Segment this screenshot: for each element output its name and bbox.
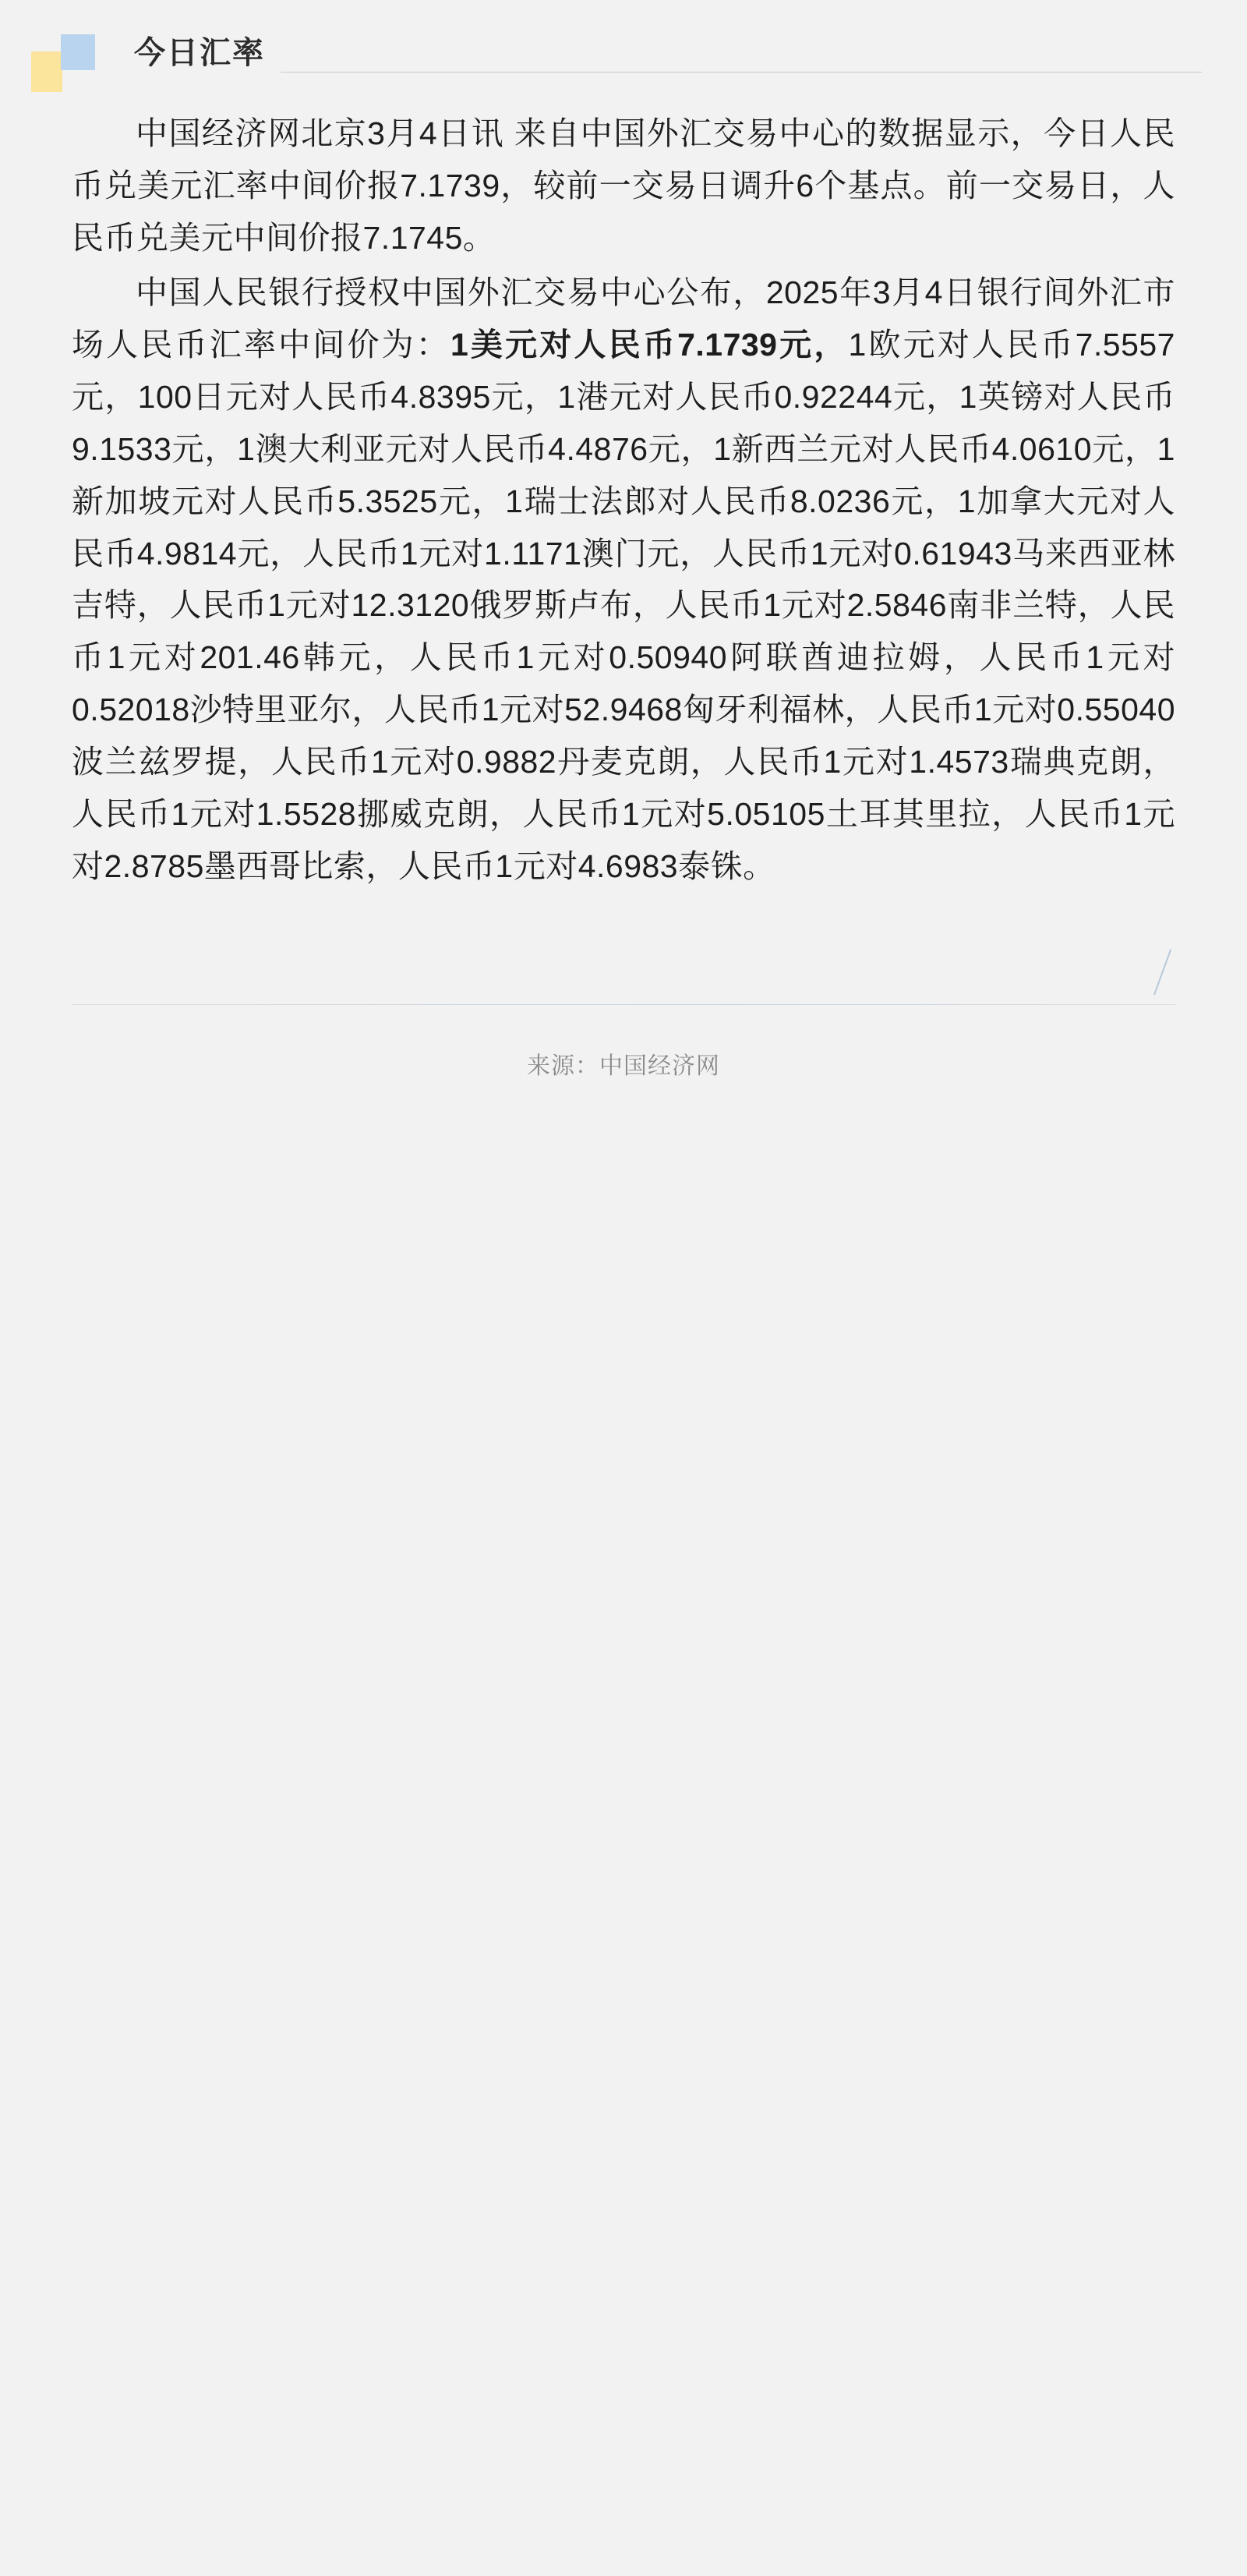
page-footer — [0, 947, 1247, 1102]
article-body — [72, 108, 1175, 892]
footer-divider — [72, 1004, 1175, 1005]
rates-lead-text: 中国人民银行授权中国外汇交易中心公布，2025年3月4日银行间外汇市场人民币汇率中间价为： — [72, 274, 1175, 363]
yellow-square-icon — [31, 51, 62, 92]
paragraph-intro: 中国经济网北京3月4日讯 来自中国外汇交易中心的数据显示，今日人民币兑美元汇率中间价报7.1739，较前一交易日调升6个基点。前一交易日，人民币兑美元中间价报7.1745。 — [72, 115, 1175, 256]
paragraph-rates — [72, 267, 1175, 892]
header-divider — [281, 72, 1202, 73]
slash-decoration-icon — [1153, 950, 1171, 996]
rates-list-text: 1欧元对人民币7.5557元，100日元对人民币4.8395元，1港元对人民币0.92244元，1英镑对人民币9.1533元，1澳大利亚元对人民币4.4876元，1新西兰元对人民币4.0610元，1新加坡元对人民币5.3525元，1瑞士法郎对人民币8.0236元，1加拿大元对人民币4.9814元，人民币1元对1.1171澳门元，人民币1元对0.61943马来西亚林吉特，人民币1元对12.3120俄罗斯卢布，人民币1元对2.5846南非兰特，人民币1元对201.46韩元，人民币1元对0.50940阿联酋迪拉姆，人民币1元对0.52018沙特里亚尔，人民币1元对52.9468匈牙利福林，人民币1元对0.55040波兰兹罗提，人民币1元对0.9882丹麦克朗，人民币1元对1.4573瑞典克朗，人民币1元对1.5528挪威克朗，人民币1元对5.05105土耳其里拉，人民币1元对2.8785墨西哥比索，人民币1元对4.6983泰铢。 — [72, 327, 1175, 884]
page-title: 今日汇率 — [134, 36, 265, 70]
page-header — [0, 0, 1247, 86]
usd-rate-highlight: 1美元对人民币7.1739元， — [450, 327, 849, 363]
source-label: 来源：中国经济网 — [527, 1053, 720, 1080]
header-decoration — [31, 34, 106, 90]
blue-square-icon — [61, 34, 95, 70]
